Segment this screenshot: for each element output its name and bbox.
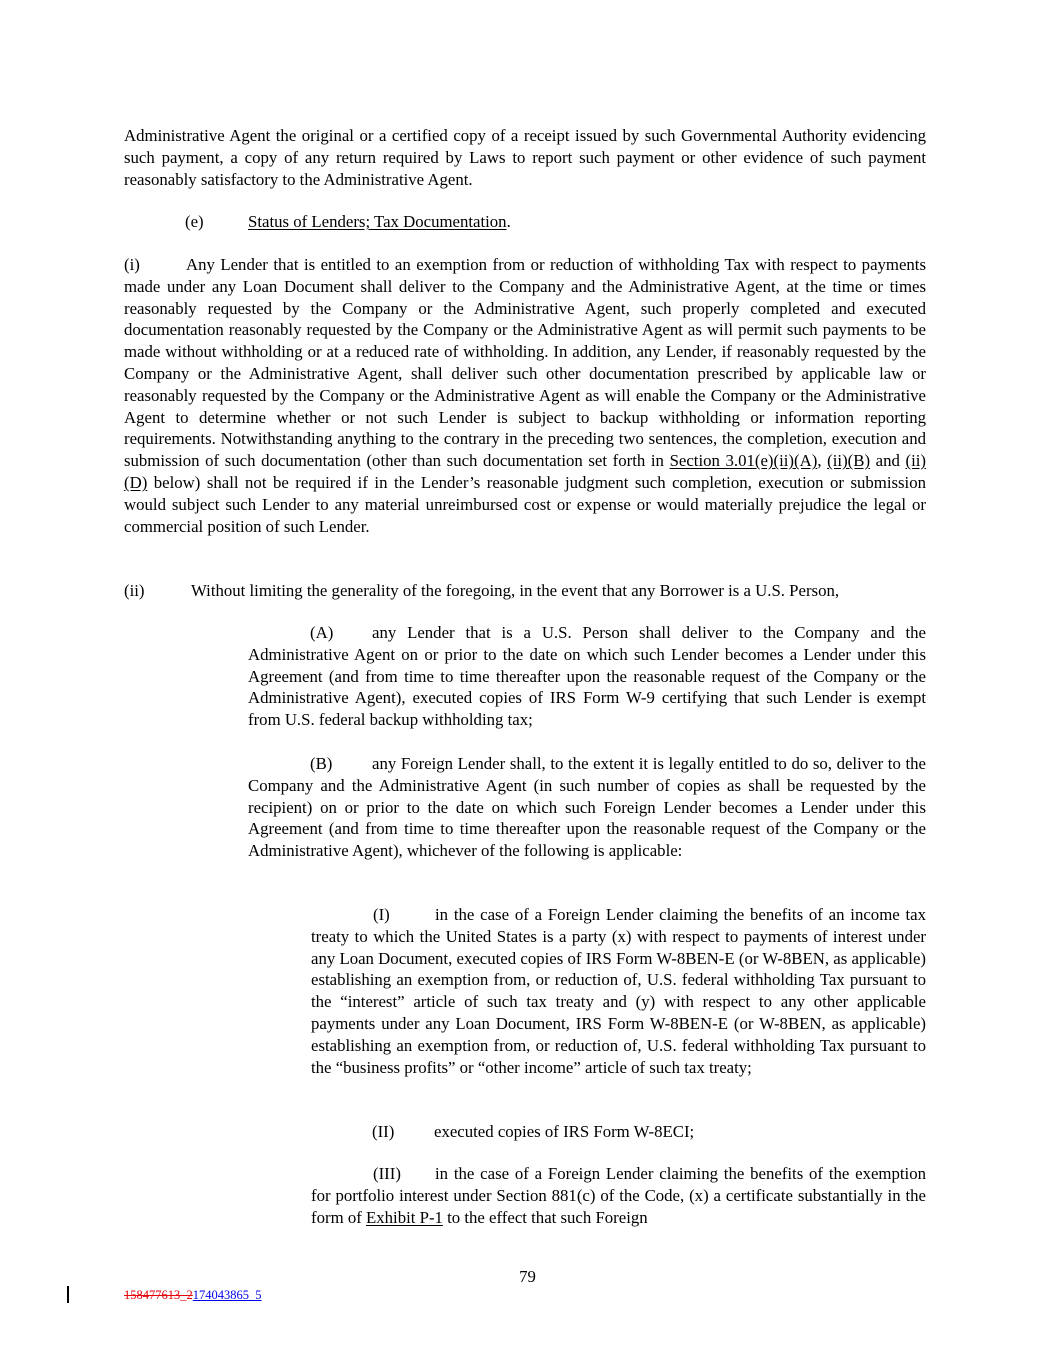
section-e-suffix: . — [506, 212, 511, 231]
section-ref-ii-d: (ii)(D) — [124, 451, 927, 492]
paragraph-i-text-before: Any Lender that is entitled to an exemption from or reduction of withholding Tax with respect to payments made under any Loan Document shall deliver to the Company and the Administrative Agent, at the time or times reasonably requested by the Company or the Administrative Agent, such properly completed and executed documentation reasonably requested by the Company or the Administrative Agent as will permit such payments to be made without withholding or at a reduced rate of withholding. In addition, any Lender, if reasonably requested by the Company or the Administrative Agent, shall deliver such other documentation prescribed by applicable law or reasonably requested by the Company or the Administrative Agent as will enable the Company or the Administrative Agent to determine whether or not such Lender is subject to backup withholding or information reporting requirements. Notwithstanding anything to the contrary in the preceding two sentences, the completion, execution and submission of such documentation (other than such documentation set forth in — [124, 255, 926, 471]
paragraph-roman-ii — [372, 1121, 694, 1143]
section-ref-ii-b: (ii)(B) — [827, 451, 871, 471]
paragraph-ii — [124, 580, 926, 602]
section-ref-3-01-e-ii-a: Section 3.01(e)(ii)(A) — [669, 451, 818, 471]
document-id-inserted: 174043865_5 — [192, 1288, 262, 1302]
paragraph-i-text-after: below) shall not be required if in the Lender’s reasonable judgment such completion, execution or submission would subject such Lender to any material unreimbursed cost or expense or would materially prejudice the legal or commercial position of such Lender. — [124, 472, 926, 536]
paragraph-roman-i-label: (I) — [373, 905, 390, 924]
paragraph-roman-iii-text-before: in the case of a Foreign Lender claiming the benefits of the exemption for portfolio interest under Section 881(c) of the Code, (x) a certificate substantially in the form of — [311, 1164, 926, 1227]
revision-change-bar — [67, 1286, 69, 1303]
document-id-deleted: 158477613_2 — [124, 1288, 193, 1302]
paragraph-b-text: any Foreign Lender shall, to the extent it is legally entitled to do so, deliver to the Company and the Administrative Agent (in such number of copies as shall be requested by the recipient) on or prior to the date on which such Foreign Lender becomes a Lender under this Agreement (and from time to time thereafter upon the reasonable request of the Company or the Administrative Agent), whichever of the following is applicable: — [248, 754, 926, 861]
paragraph-a-label: (A) — [310, 623, 334, 642]
paragraph-i-sep2: and — [870, 451, 906, 471]
paragraph-roman-i-text: in the case of a Foreign Lender claiming the benefits of an income tax treaty to which the United States is a party (x) with respect to payments of interest under any Loan Document, executed copies of IRS Form W-8BEN-E (or W-8BEN, as applicable) establishing an exemption from, or reduction of, U.S. federal withholding Tax pursuant to the “interest” article of such tax treaty and (y) with respect to any other applicable payments under any Loan Document, IRS Form W-8BEN-E (or W-8BEN, as applicable) establishing an exemption from, or reduction of, U.S. federal withholding Tax pursuant to the “business profits” or “other income” article of such tax treaty; — [311, 905, 926, 1077]
paragraph-roman-iii-label: (III) — [373, 1164, 401, 1183]
section-e-title: Status of Lenders; Tax Documentation — [248, 212, 507, 231]
section-e-label: (e) — [185, 212, 204, 231]
exhibit-p1-reference: Exhibit P-1 — [366, 1207, 443, 1227]
paragraph-a-text: any Lender that is a U.S. Person shall deliver to the Company and the Administrative Agent on or prior to the date on which such Lender becomes a Lender under this Agreement (and from time to time thereafter upon the reasonable request of the Company or the Administrative Agent), executed copies of IRS Form W-9 certifying that such Lender is exempt from U.S. federal backup withholding tax; — [248, 623, 926, 730]
paragraph-i-label: (i) — [124, 255, 140, 274]
paragraph-b-label: (B) — [310, 754, 333, 773]
paragraph-roman-i — [311, 904, 926, 1078]
page-number: 79 — [519, 1267, 536, 1286]
continuation-paragraph: Administrative Agent the original or a certified copy of a receipt issued by such Governmental Authority evidencing such payment, a copy of any return required by Laws to report such payment or other evidence of such payment reasonably satisfactory to the Administrative Agent. — [124, 126, 926, 189]
paragraph-i-sep1: , — [817, 451, 828, 471]
document-id — [124, 1288, 262, 1303]
paragraph-a — [248, 622, 926, 731]
paragraph-b — [248, 753, 926, 862]
paragraph-ii-text: Without limiting the generality of the foregoing, in the event that any Borrower is a U.S. Person, — [191, 581, 840, 600]
paragraph-i — [124, 254, 926, 537]
paragraph-roman-iii-text-after: to the effect that such Foreign — [442, 1207, 648, 1227]
section-e-heading — [185, 211, 511, 233]
paragraph-ii-label: (ii) — [124, 581, 145, 600]
paragraph-roman-ii-label: (II) — [372, 1122, 395, 1141]
paragraph-roman-ii-text: executed copies of IRS Form W-8ECI; — [434, 1122, 695, 1141]
paragraph-roman-iii — [311, 1163, 926, 1228]
